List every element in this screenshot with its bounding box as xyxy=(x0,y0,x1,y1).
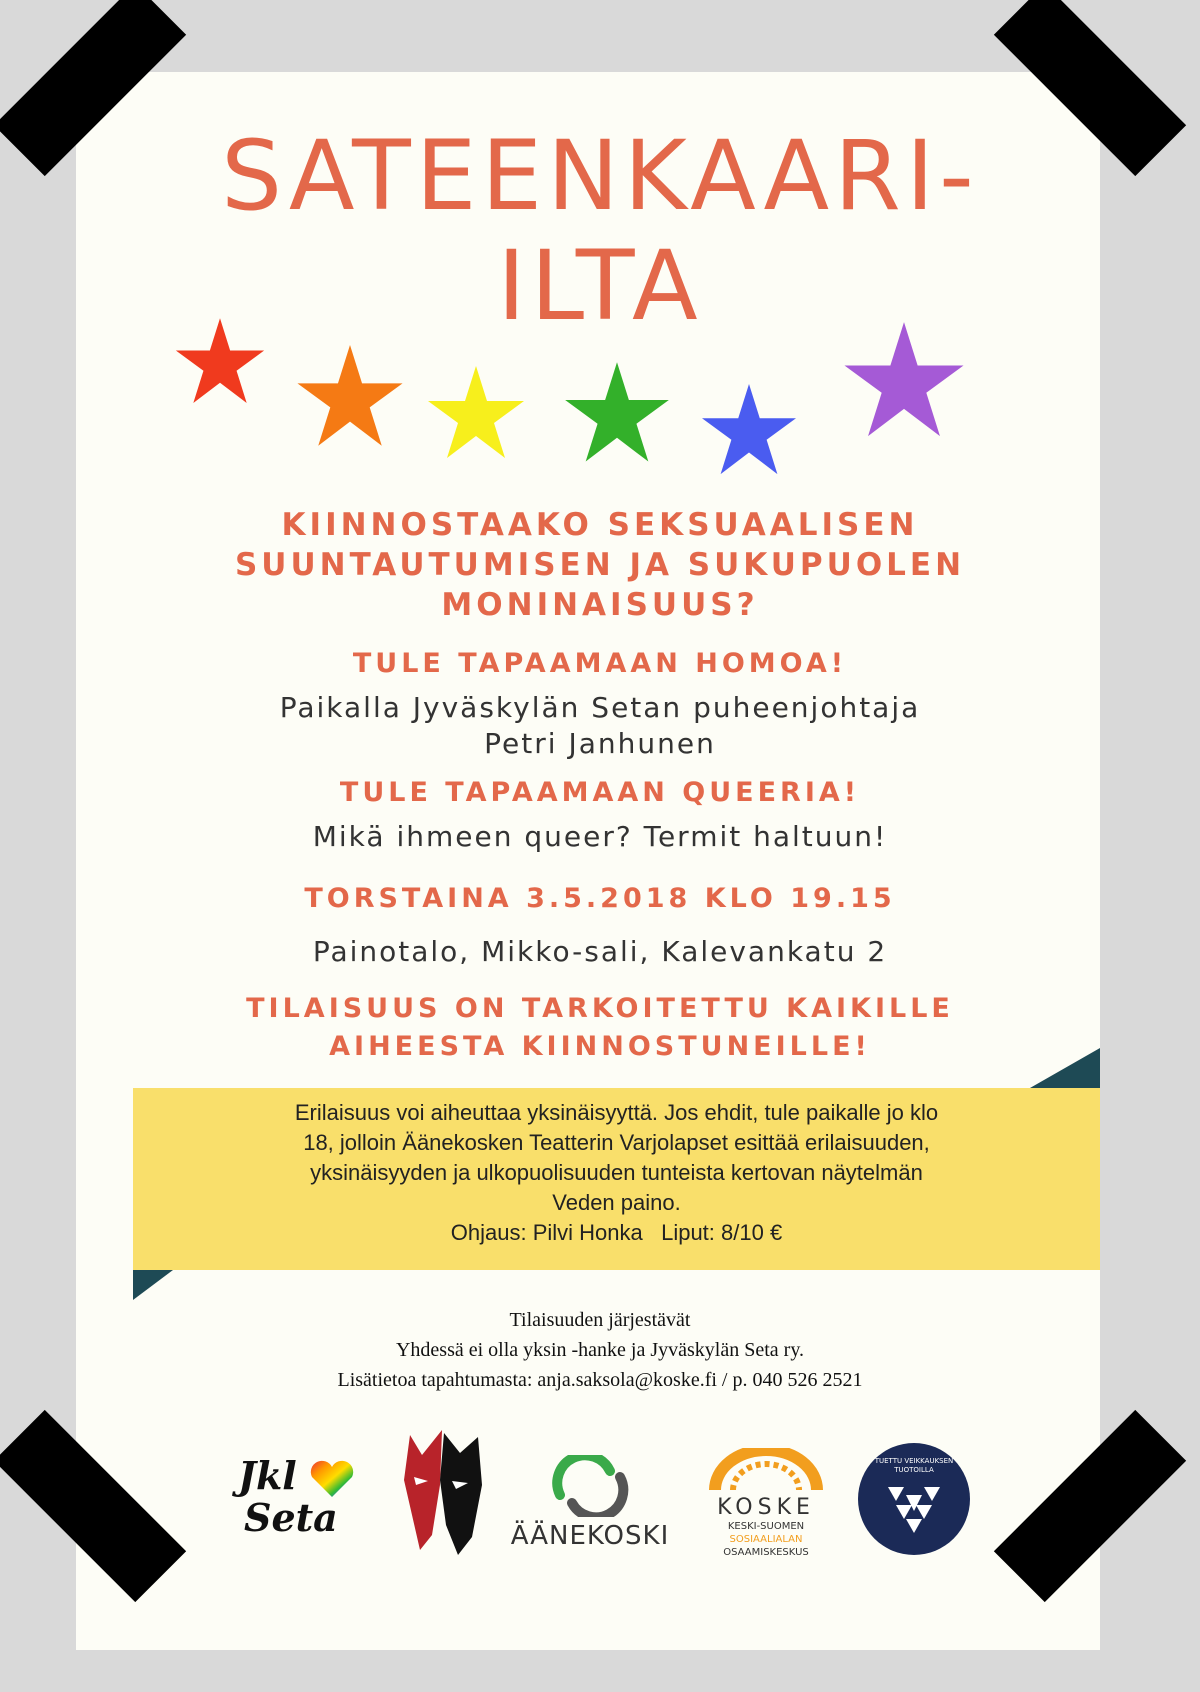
organizers-line: Tilaisuuden järjestävät xyxy=(509,1309,691,1331)
audience-heading xyxy=(0,990,1200,1066)
homo-text xyxy=(0,690,1200,762)
star-red-icon xyxy=(174,318,266,406)
v-triangle-shape xyxy=(916,1505,932,1519)
koske-subline: OSAAMISKESKUS xyxy=(723,1547,809,1558)
v-triangle-shape xyxy=(924,1487,940,1501)
band-line: yksinäisyyden ja ulkopuolisuuden tunteista kertovan näytelmän xyxy=(310,1160,923,1185)
homo-line: Paikalla Jyväskylän Setan puheenjohtaja xyxy=(279,691,921,724)
question-heading xyxy=(0,505,1200,625)
mask-red-shape xyxy=(404,1430,442,1550)
star-shape xyxy=(428,366,524,458)
mask-black-shape xyxy=(440,1433,482,1555)
star-blue-icon xyxy=(700,384,798,477)
question-line: KIINNOSTAAKO SEKSUAALISEN xyxy=(281,507,919,543)
star-yellow-icon xyxy=(426,366,526,461)
aanekoski-swirl-icon xyxy=(550,1455,630,1517)
rainbow-heart-shape xyxy=(311,1461,353,1497)
star-shape xyxy=(844,322,963,436)
band-fold-bottom-left xyxy=(133,1270,173,1300)
band-line: Ohjaus: Pilvi Honka Liput: 8/10 € xyxy=(450,1220,783,1245)
organizers-line: Lisätietoa tapahtumasta: anja.saksola@koske.fi / p. 040 526 2521 xyxy=(337,1369,863,1391)
aanekoski-logo xyxy=(500,1455,680,1555)
question-line: MONINAISUUS? xyxy=(441,587,759,623)
band-line: Erilaisuus voi aiheuttaa yksinäisyyttä. Jos ehdit, tule paikalle jo klo xyxy=(294,1100,939,1125)
homo-heading: TULE TAPAAMAAN HOMOA! xyxy=(352,648,848,679)
queer-text: Mikä ihmeen queer? Termit haltuun! xyxy=(312,820,888,853)
swirl-grey-shape xyxy=(572,1477,623,1517)
v-triangle-shape xyxy=(896,1505,912,1519)
koske-subline: KESKI-SUOMEN xyxy=(727,1521,805,1532)
jkl-seta-logo xyxy=(238,1455,368,1550)
veikkaus-logo xyxy=(858,1443,970,1555)
swirl-green-shape xyxy=(557,1455,610,1495)
band-fold-top-right xyxy=(1030,1048,1100,1088)
band-line: Veden paino. xyxy=(552,1190,681,1215)
star-green-icon xyxy=(563,362,671,465)
band-line: 18, jolloin Äänekosken Teatterin Varjolapset esittää erilaisuuden, xyxy=(303,1130,930,1155)
queer-heading: TULE TAPAAMAAN QUEERIA! xyxy=(339,777,861,808)
koske-wordmark: KOSKE xyxy=(717,1495,815,1520)
jkl-seta-logo-line: Seta xyxy=(244,1495,338,1540)
title-line-1: SATEENKAARI- xyxy=(221,120,979,232)
star-orange-icon xyxy=(295,345,405,449)
koske-logo xyxy=(700,1448,832,1558)
homo-line: Petri Janhunen xyxy=(484,727,716,760)
rainbow-heart-icon xyxy=(308,1459,356,1499)
star-shape xyxy=(565,362,669,461)
v-triangle-shape xyxy=(906,1519,922,1533)
v-triangle-shape xyxy=(888,1487,904,1501)
veikkaus-v-icon xyxy=(886,1485,942,1535)
koske-meander-icon xyxy=(707,1448,825,1492)
koske-subline: SOSIAALIALAN xyxy=(729,1534,803,1545)
band-text xyxy=(133,1098,1100,1248)
jkl-seta-logo-line: Jkl xyxy=(238,1453,297,1498)
star-shape xyxy=(176,318,264,403)
title-line-2: ILTA xyxy=(497,230,703,342)
theatre-masks-icon xyxy=(402,1425,484,1560)
location-text: Painotalo, Mikko-sali, Kalevankatu 2 xyxy=(312,935,888,968)
date-heading: TORSTAINA 3.5.2018 KLO 19.15 xyxy=(304,883,896,914)
question-line: SUUNTAUTUMISEN JA SUKUPUOLEN xyxy=(234,547,966,583)
star-purple-icon xyxy=(842,322,966,440)
veikkaus-caption: TUETTU VEIKKAUKSEN TUOTOILLA xyxy=(874,1457,954,1474)
aanekoski-wordmark: ÄÄNEKOSKI xyxy=(510,1521,670,1551)
star-shape xyxy=(297,345,402,446)
star-shape xyxy=(702,384,796,474)
audience-line: AIHEESTA KIINNOSTUNEILLE! xyxy=(329,1031,871,1062)
audience-line: TILAISUUS ON TARKOITETTU KAIKILLE xyxy=(246,993,954,1024)
koske-arc-inner-shape xyxy=(733,1464,799,1490)
organizers-line: Yhdessä ei olla yksin -hanke ja Jyväskylän Seta ry. xyxy=(395,1339,805,1361)
organizers-text xyxy=(0,1305,1200,1395)
koske-arc-shape xyxy=(715,1450,817,1490)
